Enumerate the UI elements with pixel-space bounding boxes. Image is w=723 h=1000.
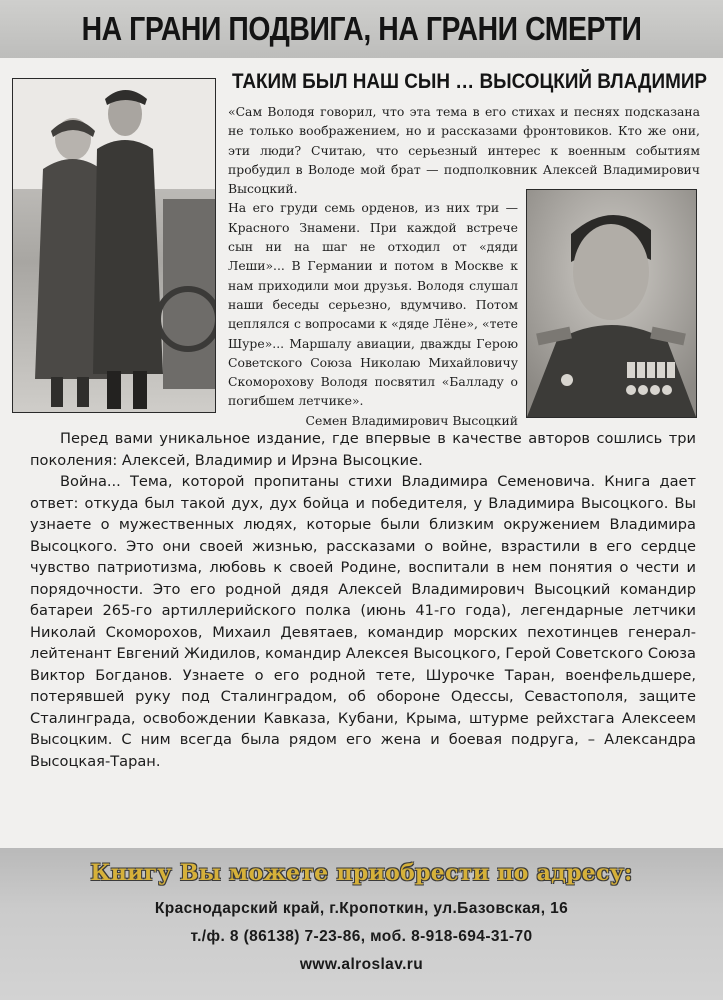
book-description [30, 428, 696, 772]
quote-paragraph-wide: «Сам Володя говорил, что эта тема в его стихах и песнях подсказана не только воображением, но и рассказами фронтовиков. Кто же они, эти люди? Считаю, что серьезный интерес к военным событиям пробудил в Володе мой брат — подполковник Алексей Владимирович Высоцкий. [228, 104, 700, 197]
purchase-footer [0, 848, 723, 1000]
quote-signature: Семен Владимирович Высоцкий [305, 412, 518, 428]
father-quote [228, 102, 700, 430]
phone-line: т./ф. 8 (86138) 7-23-86, моб. 8-918-694-31-70 [190, 928, 533, 945]
quote-paragraph-narrow: На его груди семь орденов, из них три — Красного Знамени. При каждой встрече сын ни на шаг не отходил от «дяди Леши»... В Германии и потом в Москве к нам приходили мои друзья. Володя слушал наши беседы серьезно, вдумчиво. Потом цеплялся с вопросами к «дяде Лёне», «тете Шуре»... Маршалу авиации, дважды Герою Советского Союза Николаю Михайловичу Скоморохову Володя посвятил «Балладу о погибшем летчике». [228, 200, 518, 409]
title-banner [0, 0, 723, 58]
description-paragraph: Перед вами уникальное издание, где впервые в качестве авторов сошлись три поколения: Алексей, Владимир и Ирэна Высоцкие. [30, 430, 696, 469]
purchase-heading: Книгу Вы можете приобрести по адресу: [90, 860, 633, 886]
page-subtitle: ТАКИМ БЫЛ НАШ СЫН … ВЫСОЦКИЙ ВЛАДИМИР [232, 70, 708, 93]
couple-photo [12, 78, 216, 413]
address-line: Краснодарский край, г.Кропоткин, ул.Базовская, 16 [154, 900, 569, 917]
website-link[interactable]: www.alroslav.ru [299, 956, 424, 973]
page-title: НА ГРАНИ ПОДВИГА, НА ГРАНИ СМЕРТИ [81, 10, 642, 47]
description-paragraph: Война... Тема, которой пропитаны стихи Владимира Семеновича. Книга дает ответ: откуда был такой дух, дух бойца и победителя, у Владимира Высоцкого. Вы узнаете о мужественных людях, которые были близким окружением Владимира Высоцкого. Это они своей жизнью, рассказами о войне, взрастили в его сердце чувство патриотизма, любовь к своей Родине, воспитали в нем понятия о чести и порядочности. Это его родной дядя Алексей Владимирович Высоцкий командир батареи 265-го артиллерийского полка (июнь 41-го года), легендарные летчики Николай Скоморохов, Михаил Девятаев, командир морских пехотинцев генерал-лейтенант Евгений Жидилов, командир Алексея Высоцкого, Герой Советского Союза Виктор Богданов. Узнаете о его родной тете, Шурочке Таран, военфельдшере, потерявшей руку под Сталинградом, об обороне Одессы, Севастополя, защите Сталинграда, освобождении Кавказа, Кубани, Крыма, штурме рейхстага Алексеем Высоцким. С ним всегда была рядом его жена и боевая подруга, – Александра Высоцкая-Таран. [30, 473, 696, 770]
